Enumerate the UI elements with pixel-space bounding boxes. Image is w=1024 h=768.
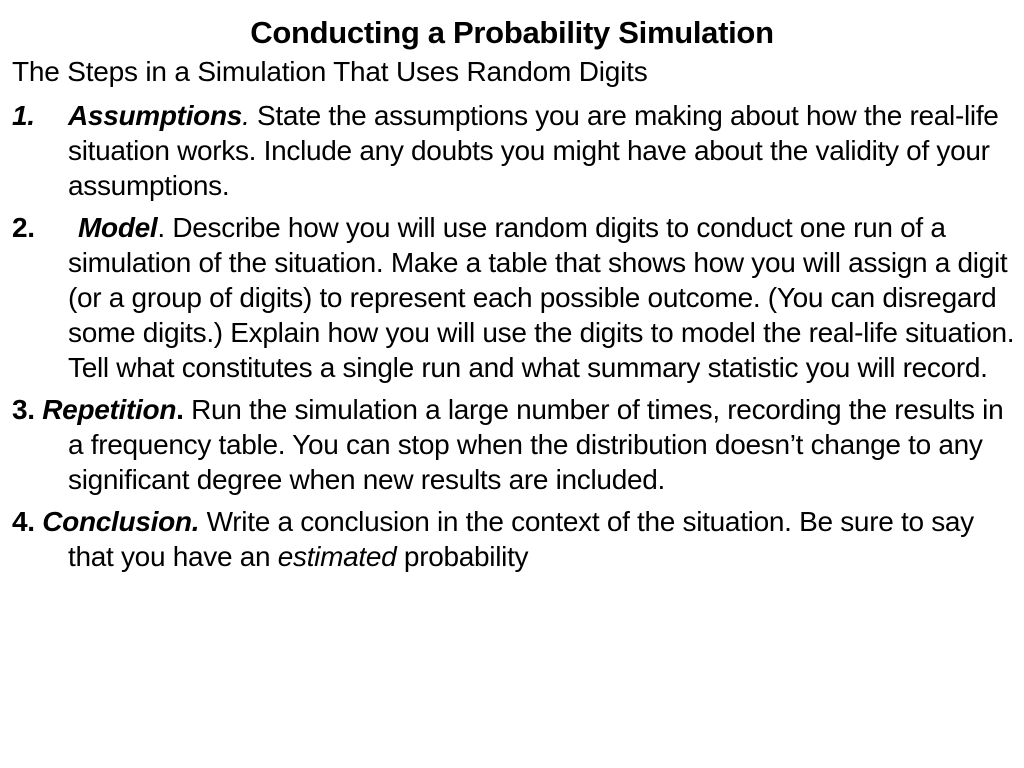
step-term: Model bbox=[78, 212, 158, 243]
step-text: Run the simulation a large number of times, recording the results in a frequency table. You can stop when the distribution doesn’t change to any significant degree when new results are included. bbox=[68, 394, 1004, 495]
step-term-punct: . bbox=[157, 212, 165, 243]
step-repetition bbox=[12, 392, 1018, 497]
step-number: 3. bbox=[12, 394, 35, 425]
steps-list bbox=[12, 98, 1018, 581]
step-term-punct: . bbox=[242, 100, 250, 131]
step-text: State the assumptions you are making about how the real-life situation works. Include any doubts you might have about the validity of your assumptions. bbox=[68, 100, 999, 201]
step-text: Describe how you will use random digits to conduct one run of a simulation of the situation. Make a table that shows how you will assign a digit (or a group of digits) to represent each possible outcome. (You can disregard some digits.) Explain how you will use the digits to model the real-life situation. Tell what constitutes a single run and what summary statistic you will record. bbox=[68, 212, 1015, 383]
step-model bbox=[12, 210, 1018, 385]
slide-subtitle: The Steps in a Simulation That Uses Random Digits bbox=[12, 56, 648, 87]
step-number: 1. bbox=[12, 100, 35, 131]
step-term: Assumptions bbox=[68, 100, 243, 131]
step-text-end: probability bbox=[396, 541, 529, 572]
step-number: 4. bbox=[12, 506, 35, 537]
step-number: 2. bbox=[12, 212, 35, 243]
step-emphasis: estimated bbox=[277, 541, 397, 572]
step-term-punct: . bbox=[176, 394, 184, 425]
step-assumptions bbox=[12, 98, 1018, 203]
step-term: Repetition bbox=[42, 394, 177, 425]
step-conclusion bbox=[12, 504, 1018, 574]
step-term: Conclusion. bbox=[42, 506, 200, 537]
step-text: Write a conclusion in the context of the situation. Be sure to say that you have an bbox=[68, 506, 974, 572]
slide-title: Conducting a Probability Simulation bbox=[250, 15, 774, 50]
